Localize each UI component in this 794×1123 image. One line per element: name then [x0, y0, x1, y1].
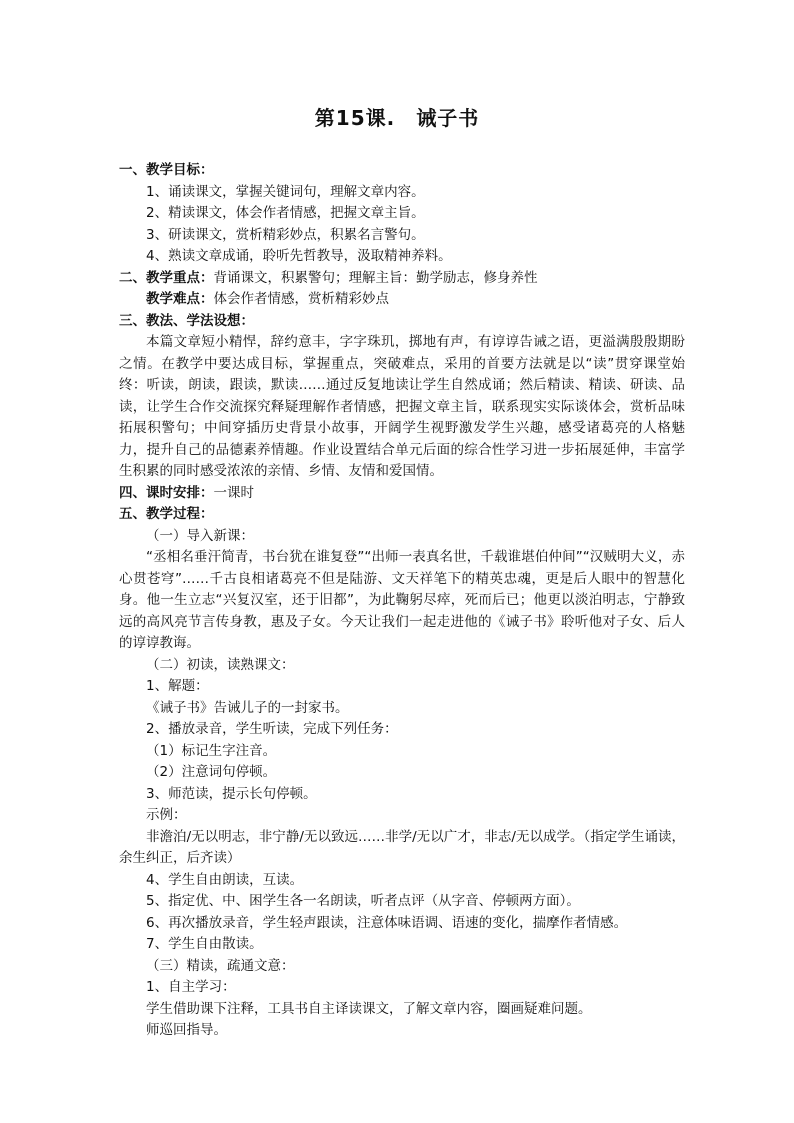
- step-title: 5、指定优、中、困学生各一名朗读，听者点评（从字音、停顿两方面）。: [146, 893, 580, 909]
- method-paragraph: 本篇文章短小精悍，辞约意丰，字字珠玑，掷地有声，有谆谆告诫之语，更溢满殷殷期盼之情。在教学中要达成目标，掌握重点，突破难点，采用的首要方法就是以“读”贯穿课堂始终：听读，朗读，跟读，默读……通过反复地读让学生自然成诵；然后精读、精读、研读、品读，让学生合作交流探究释疑理解作者情感，把握文章主旨，联系现实实际谈体会，赏析品味拓展积警句；中间穿插历史背景小故事，开阔学生视野激发学生兴趣，感受诸葛亮的人格魅力，提升自己的品德素养情趣。作业设置结合单元后面的综合性学习进一步拓展延伸，丰富学生积累的同时感受浓浓的亲情、乡情、友情和爱国情。: [119, 334, 685, 479]
- section-1-heading: 一、教学目标：: [119, 162, 214, 178]
- section-2-heading: 二、教学重点：: [119, 269, 214, 286]
- step-title: 1、自主学习：: [146, 979, 236, 995]
- example-label: 示例：: [146, 807, 187, 823]
- objective-item: 2、精读课文，体会作者情感，把握文章主旨。: [146, 205, 425, 221]
- section-3-heading: 三、教法、学法设想：: [119, 312, 254, 329]
- objective-item: 1、诵读课文，掌握关键词句，理解文章内容。: [146, 183, 425, 200]
- document-body: [119, 160, 685, 1042]
- task-item: （1）标记生字注音。: [146, 742, 277, 759]
- difficulty-line: [119, 289, 685, 311]
- step-text: 《诫子书》告诫儿子的一封家书。: [146, 699, 349, 716]
- difficulty-label: 教学难点：: [146, 291, 214, 307]
- task-item: （2）注意词句停顿。: [146, 764, 277, 780]
- section-2-line: [119, 268, 685, 290]
- objective-item: 3、研读课文，赏析精彩妙点，积累名言警句。: [146, 226, 425, 243]
- section-4-line: [119, 483, 685, 505]
- lesson-title: 第15课. 诫子书: [314, 106, 480, 130]
- step-text: 学生借助课下注释，工具书自主译读课文，了解文章内容，圈画疑难问题。: [146, 1000, 592, 1017]
- section-4-heading: 四、课时安排：: [119, 484, 214, 501]
- intro-paragraph: “丞相名垂汗简青，书台犹在谁复登”“出师一表真名世，千载谁堪伯仲间”“汉贼明大义，赤心贯苍穹”……千古良相诸葛亮不但是陆游、文天祥笔下的精英忠魂，更是后人眼中的智慧化身。他一生立志“兴复汉室，还于旧都”，为此鞠躬尽瘁，死而后已；他更以淡泊明志，宁静致远的高风亮节言传身教，惠及子女。今天让我们一起走进他的《诫子书》聆听他对子女、后人的谆谆教诲。: [119, 549, 685, 651]
- step-text: 师巡回指导。: [146, 1022, 227, 1038]
- step-title: 6、再次播放录音，学生轻声跟读，注意体味语调、语速的变化，揣摩作者情感。: [146, 914, 628, 931]
- section-5-heading: 五、教学过程：: [119, 506, 214, 522]
- objective-item: 4、熟读文章成诵，聆听先哲教导，汲取精神养料。: [146, 248, 452, 264]
- step-title: 4、学生自由朗读，互读。: [146, 871, 304, 888]
- first-read-heading: （二）初读，读熟课文：: [146, 656, 295, 673]
- step-title: 1、解题：: [146, 678, 209, 694]
- difficulty-text: 体会作者情感，赏析精彩妙点: [213, 291, 389, 307]
- intensive-read-heading: （三）精读，疏通文意：: [146, 957, 295, 974]
- step-title: 7、学生自由散读。: [146, 936, 263, 952]
- key-points-text: 背诵课文，积累警句；理解主旨：勤学励志，修身养性: [213, 269, 538, 286]
- step-title: 3、师范读，提示长句停顿。: [146, 785, 317, 802]
- intro-heading: （一）导入新课：: [146, 527, 254, 544]
- step-title: 2、播放录音，学生听读，完成下列任务：: [146, 721, 398, 737]
- example-text: 非澹泊/无以明志，非宁静/无以致远……非学/无以广才，非志/无以成学。（指定学生诵读，余生纠正，后齐读）: [119, 828, 685, 866]
- schedule-text: 一课时: [213, 484, 254, 501]
